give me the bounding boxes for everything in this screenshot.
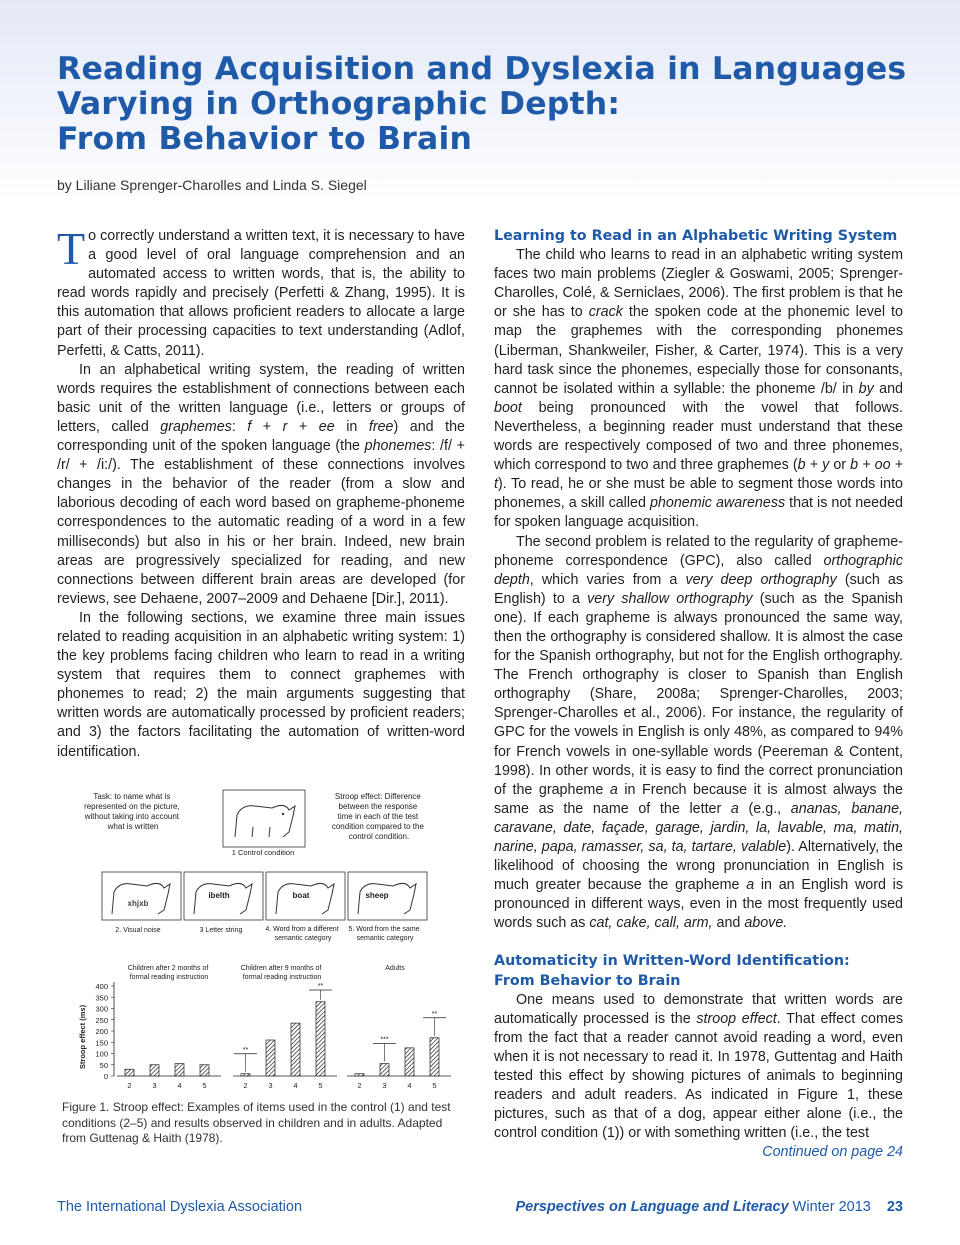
footer-organization: The International Dyslexia Association xyxy=(57,1199,303,1215)
right-column xyxy=(494,227,903,1163)
bar xyxy=(266,1040,275,1076)
section-heading: Learning to Read in an Alphabetic Writing System xyxy=(494,228,898,244)
picture-same-category xyxy=(348,872,427,920)
x-tick-label: 4 xyxy=(407,1081,412,1090)
same-category-word: sheep xyxy=(365,891,389,900)
noise-word: xhjxb xyxy=(127,899,149,908)
different-category-word: boat xyxy=(292,891,310,900)
bar xyxy=(241,1074,250,1076)
significance-marker: ** xyxy=(317,983,324,990)
continued-link[interactable]: Continued on page 24 xyxy=(762,1144,903,1161)
bar-chart xyxy=(95,982,451,1090)
bar xyxy=(125,1069,134,1076)
task-note: Task: to name what is represented on the picture, without taking into account what is written xyxy=(84,792,180,831)
footer-journal xyxy=(515,1199,903,1215)
y-tick-label: 150 xyxy=(95,1038,108,1048)
y-axis-label: Stroop effect (ms) xyxy=(78,1004,87,1070)
y-tick-label: 50 xyxy=(99,1060,108,1070)
body-paragraph: One means used to demonstrate that written words are automatically processed is the stroop effect. That effect comes from the fact that a reader cannot avoid reading a word, even when it is not necessary to read it. In 1978, Guttentag and Haith tested this effect by showing pictures of animals to beginning readers and adult readers. As indicated in Figure 1, these pictures, such as that of a dog, appear either alone (i.e., the control condition (1)) or with something written (i.e., the test xyxy=(494,991,903,1142)
title-line: Varying in Orthographic Depth: xyxy=(57,86,621,122)
page-number: 23 xyxy=(886,1199,903,1215)
journal-issue: Winter 2013 xyxy=(788,1199,871,1215)
panel-title: Children after 2 months of formal reading instruction xyxy=(127,965,209,981)
byline: by Liliane Sprenger-Charolles and Linda S. Siegel xyxy=(57,177,367,193)
picture-different-category xyxy=(266,872,345,920)
x-tick-label: 3 xyxy=(152,1081,157,1090)
condition-label: 5. Word from the same semantic category xyxy=(348,926,420,942)
bar xyxy=(355,1074,364,1076)
bar xyxy=(175,1064,184,1076)
control-picture xyxy=(223,790,305,847)
panel-title: Adults xyxy=(385,965,405,972)
letter-string-word: ibelth xyxy=(208,891,230,900)
x-tick-label: 2 xyxy=(243,1081,248,1090)
x-tick-label: 3 xyxy=(268,1081,273,1090)
drop-cap: T xyxy=(57,223,86,274)
panel-title: Children after 9 months of formal reading instruction xyxy=(240,965,322,981)
body-paragraph: In the following sections, we examine three main issues related to reading acquisition in an alphabetic writing system: 1) the key problems facing children who learn to read in a writing system that requires them to connect graphemes with phonemes to read; 2) the main arguments suggesting that written words are automatically processed by proficient readers; and 3) the factors facilitating the automation of written-word identification. xyxy=(57,609,465,760)
x-tick-label: 3 xyxy=(382,1081,387,1090)
picture-visual-noise xyxy=(102,872,181,920)
y-tick-label: 0 xyxy=(103,1072,108,1081)
body-paragraph: In an alphabetical writing system, the reading of written words requires the establishment of connections between each basic unit of the written language (i.e., letters or groups of letters, called graphemes: f + r + ee in free) and the corresponding unit of the spoken language (the phonemes: /f/ + /r/ + /i:/). The establishment of these connections involves changes in the behavior of the reader (from a slow and laborious decoding of each word based on grapheme-phoneme correspondences to the automatic reading of a word in a few milliseconds) but also in his or her brain. Indeed, new brain areas are progressively specialized for reading, and new connections between different brain areas are developed (for reviews, see Dehaene, 2007–2009 and Dehaene [Dir.], 2011). xyxy=(57,361,466,607)
x-tick-label: 5 xyxy=(432,1081,437,1090)
bar xyxy=(291,1023,300,1076)
title-line: From Behavior to Brain xyxy=(57,121,473,157)
y-tick-label: 350 xyxy=(95,993,108,1003)
intro-paragraph xyxy=(57,223,465,361)
condition-label: 2. Visual noise xyxy=(115,927,161,934)
condition-label: 4. Word from a different semantic category xyxy=(265,926,339,942)
y-tick-label: 100 xyxy=(95,1049,108,1059)
paragraph-text: o correctly understand a written text, it is necessary to have a good level of oral language comprehension and an automated access to written words, that is, the ability to read words rapidly and precisely (Perfetti & Zhang, 1995). It is this automation that allows proficient readers to allocate a large part of their processing capacities to text understanding (Adlof, Perfetti, & Catts, 2011). xyxy=(57,228,465,359)
y-tick-label: 400 xyxy=(95,982,108,991)
bar xyxy=(150,1065,159,1076)
x-tick-label: 5 xyxy=(202,1081,207,1090)
stroop-note: Stroop effect: Difference between the response time in each of the test condition compared to the control condition. xyxy=(331,792,424,841)
x-tick-label: 2 xyxy=(357,1081,362,1090)
x-tick-label: 5 xyxy=(318,1081,323,1090)
bar xyxy=(380,1064,389,1076)
significance-marker: ** xyxy=(242,1046,249,1054)
article-title xyxy=(57,52,917,157)
left-column xyxy=(57,223,466,762)
control-label: 1 Control condition xyxy=(231,848,295,857)
figure-graphic xyxy=(57,782,467,1100)
x-tick-label: 2 xyxy=(127,1081,132,1090)
body-paragraph: The child who learns to read in an alphabetic writing system faces two main problems (Ziegler & Goswami, 2005; Sprenger-Charolles, Colé, & Serniclaes, 2006). The first problem is that he or she has to crack the spoken code at the phonemic level to map the graphemes with the corresponding phonemes (Liberman, Shankweiler, Fisher, & Carter, 1974). This is a very hard task since the phonemes, especially those for consonants, cannot be isolated within a syllable: the phoneme /b/ in by and boot being pronounced with the vowel that follows. Nevertheless, a beginning reader must understand that these words are respectively composed of two and three phonemes, which correspond to two and three graphemes (b + y or b + oo + t). To read, he or she must be able to segment those words into phonemes, a skill called phonemic awareness that is not needed for spoken language acquisition. xyxy=(494,247,904,531)
figure-1 xyxy=(57,782,467,1152)
y-tick-label: 200 xyxy=(95,1027,108,1036)
x-tick-label: 4 xyxy=(177,1081,182,1090)
condition-label: 3 Letter string xyxy=(199,927,243,934)
x-tick-label: 4 xyxy=(293,1081,298,1090)
y-tick-label: 250 xyxy=(95,1015,108,1025)
y-tick-label: 300 xyxy=(95,1004,108,1014)
bar xyxy=(430,1038,439,1076)
bar xyxy=(316,1002,325,1076)
significance-marker: *** xyxy=(380,1036,389,1044)
figure-caption: Figure 1. Stroop effect: Examples of items used in the control (1) and test conditions (2–5) and results observed in children and in adults. Adapted from Guttenag & Haith (1978). xyxy=(62,1100,451,1145)
picture-letter-string xyxy=(184,872,263,920)
section-heading: Automaticity in Written-Word Identification: From Behavior to Brain xyxy=(494,953,850,989)
significance-marker: ** xyxy=(431,1010,438,1018)
test-pictures xyxy=(102,872,427,920)
title-line: Reading Acquisition and Dyslexia in Languages xyxy=(57,51,907,87)
body-paragraph: The second problem is related to the regularity of grapheme-phoneme correspondence (GPC), also called orthographic depth, which varies from a very deep orthography (such as English) to a very shallow orthography (such as the Spanish one). If each grapheme is always pronounced the same way, then the orthography is considered shallow. It is almost the case for the Spanish orthography, but not for the English orthography. The French orthography is closer to Spanish than English orthography (Share, 2008a; Sprenger-Charolles, 2003; Sprenger-Charolles et al., 2006). For instance, the regularity of GPC for the vowels in English is only 48%, as compared to 94% for French vowels in one-syllable words (Peereman & Content, 1998). In other words, it is easy to find the correct pronunciation of the grapheme a in French because it is almost always the same as the name of the letter a (e.g., ananas, banane, caravane, date, façade, garage, jardin, la, lavable, ma, matin, narine, papa, ramasser, sa, ta, tartare, valable). Alternatively, the likelihood of choosing the wrong pronunciation in English is much greater because the grapheme a in an English word is pronounced in different ways, even in the most frequently used words such as cat, cake, call, arm, and above. xyxy=(494,533,904,932)
bar xyxy=(405,1048,414,1076)
bar xyxy=(200,1065,209,1076)
journal-title: Perspectives on Language and Literacy xyxy=(515,1199,789,1215)
